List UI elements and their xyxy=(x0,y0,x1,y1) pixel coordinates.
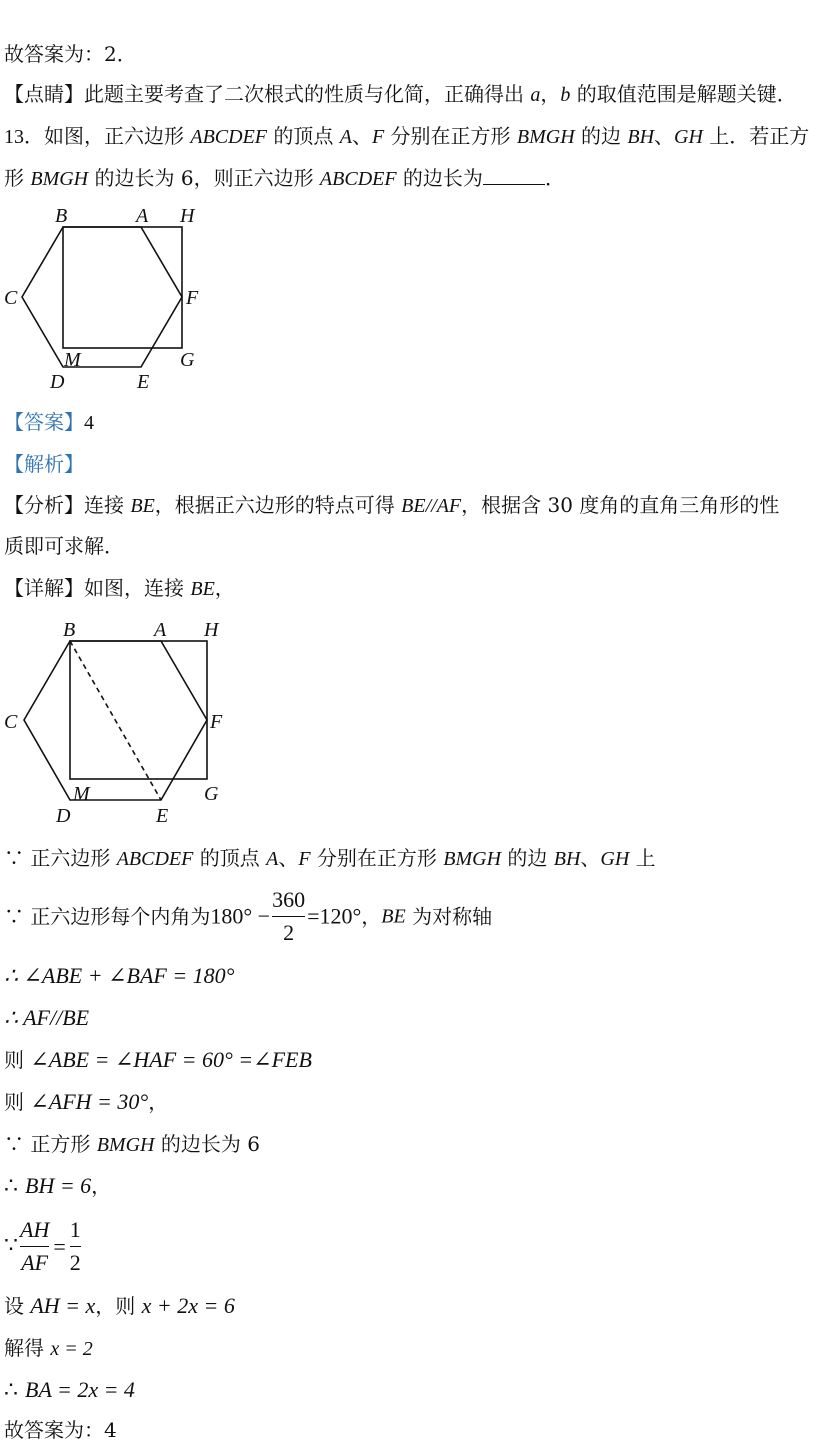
tag-answer: 【答案】 xyxy=(4,410,84,434)
text: 的顶点 xyxy=(193,846,267,870)
text: 、 xyxy=(351,124,372,148)
square-name: BMGH xyxy=(96,1134,155,1156)
step-10 xyxy=(4,1294,235,1318)
label-a: A xyxy=(136,205,149,227)
text: 分别在正方形 xyxy=(310,846,444,870)
tag-dianjing: 【点睛】 xyxy=(4,82,84,106)
var-b: b xyxy=(560,84,571,106)
text: 则 xyxy=(4,1048,31,1072)
formula-angle-30: ∠AFH = 30° xyxy=(30,1089,149,1114)
label-d: D xyxy=(56,805,71,827)
text: 质即可求解． xyxy=(4,534,124,558)
label-e: E xyxy=(156,805,169,827)
label-d: D xyxy=(50,371,65,393)
fraction-360-over-2 xyxy=(272,886,305,947)
square-name: BMGH xyxy=(443,848,502,870)
answer-value: 4 xyxy=(84,412,94,434)
figure-hexagon-square-1 xyxy=(0,200,220,400)
text: ， xyxy=(214,576,235,600)
step-8 xyxy=(4,1174,111,1199)
formula-angle-sum: ∴ ∠ABE + ∠BAF = 180° xyxy=(4,963,235,988)
fraction-1-over-2 xyxy=(70,1216,81,1277)
text: 如图，连接 xyxy=(84,576,191,600)
text: ， xyxy=(148,1090,169,1114)
text: ∵ 正六边形每个内角为 xyxy=(4,904,211,929)
label-e: E xyxy=(137,371,150,393)
formula-120: =120° xyxy=(307,903,362,929)
text: 的边 xyxy=(574,124,628,148)
tag-analysis: 【解析】 xyxy=(4,452,84,476)
fraction-denominator: 2 xyxy=(283,920,295,945)
therefore-symbol: ∴ xyxy=(4,1174,25,1199)
label-c: C xyxy=(4,711,18,733)
fraction-denominator: AF xyxy=(21,1250,49,1275)
var-a: a xyxy=(530,84,541,106)
label-a: A xyxy=(154,619,167,641)
label-m: M xyxy=(64,349,81,371)
step-11 xyxy=(4,1336,93,1361)
label-b: B xyxy=(55,205,68,227)
segment-be: BE xyxy=(190,578,215,600)
hexagon-shape xyxy=(22,227,182,367)
fraction-bar xyxy=(70,1246,81,1247)
text: 此题主要考查了二次根式的性质与化简，正确得出 xyxy=(84,82,531,106)
label-g: G xyxy=(180,349,195,371)
label-f: F xyxy=(186,287,199,309)
step-12 xyxy=(4,1378,135,1403)
fraction-ah-over-af xyxy=(20,1216,49,1277)
text: 解得 xyxy=(4,1336,51,1360)
square-shape xyxy=(70,641,207,779)
final-answer: 故答案为：4 xyxy=(4,1418,117,1442)
question-line-1 xyxy=(4,124,809,149)
text: ，则 xyxy=(95,1294,142,1318)
label-m: M xyxy=(73,783,90,805)
answer-blank xyxy=(483,166,545,185)
label-g: G xyxy=(204,783,219,805)
label-h: H xyxy=(204,619,219,641)
label-f: F xyxy=(210,711,223,733)
text: ， xyxy=(361,904,382,929)
text: 形 xyxy=(4,166,31,190)
text: 的边长为 6，则正六边形 xyxy=(88,166,320,190)
step-5 xyxy=(4,1048,312,1072)
line-jiexi xyxy=(4,452,84,476)
label-c: C xyxy=(4,287,18,309)
because-symbol: ∵ xyxy=(4,1233,18,1259)
text-answer-prev: 故答案为：2． xyxy=(4,42,137,66)
step-2 xyxy=(4,886,492,947)
question-line-2 xyxy=(4,166,565,191)
formula-angles-60: ∠ABE = ∠HAF = 60° =∠FEB xyxy=(30,1047,312,1072)
line-fenxi-1 xyxy=(4,493,779,518)
step-13 xyxy=(4,1418,117,1442)
side-gh: GH xyxy=(674,126,703,148)
text: 如图，正六边形 xyxy=(44,124,191,148)
text: ，根据含 30 度角的直角三角形的性 xyxy=(461,493,780,517)
text: 的边长为 6 xyxy=(154,1132,260,1156)
side-gh: GH xyxy=(600,848,630,870)
line-answer xyxy=(4,410,94,435)
step-7 xyxy=(4,1132,260,1157)
formula-ah-x: AH = x xyxy=(30,1293,96,1318)
text: ， xyxy=(540,82,561,106)
step-9 xyxy=(4,1216,83,1277)
formula-parallel: ∴ AF//BE xyxy=(4,1005,90,1030)
label-h: H xyxy=(180,205,195,227)
text: 的边长为 xyxy=(396,166,483,190)
line-fenxi-2 xyxy=(4,534,124,558)
formula-180: 180° − xyxy=(210,903,271,929)
question-number: 13． xyxy=(4,126,44,148)
text: ，根据正六边形的特点可得 xyxy=(154,493,402,517)
point-f: F xyxy=(371,126,385,148)
text: ． xyxy=(544,166,565,190)
figure-hexagon-square-2 xyxy=(0,610,240,830)
text: 上．若正方 xyxy=(702,124,810,148)
step-4 xyxy=(4,1006,89,1031)
equals-sign: = xyxy=(53,1233,66,1259)
step-1 xyxy=(4,846,656,871)
fraction-bar xyxy=(20,1246,49,1247)
tag-fenxi: 【分析】 xyxy=(4,493,84,517)
text: 上 xyxy=(629,846,656,870)
fraction-numerator: 360 xyxy=(272,887,306,912)
text: ∵ 正六边形 xyxy=(4,846,117,870)
hexagon-name: ABCDEF xyxy=(190,126,268,148)
square-name: BMGH xyxy=(30,168,89,190)
text: 的取值范围是解题关键． xyxy=(570,82,797,106)
step-3 xyxy=(4,964,234,989)
text: 则 xyxy=(4,1090,31,1114)
fraction-numerator: AH xyxy=(20,1217,50,1242)
parallel-be-af: BE//AF xyxy=(401,495,462,517)
fraction-numerator: 1 xyxy=(69,1217,81,1242)
text: 、 xyxy=(278,846,299,870)
text: 、 xyxy=(654,124,675,148)
label-b: B xyxy=(63,619,76,641)
point-f: F xyxy=(298,848,311,870)
hexagon-name: ABCDEF xyxy=(319,168,397,190)
text: ∵ 正方形 xyxy=(4,1132,97,1156)
step-6 xyxy=(4,1090,168,1114)
text: 分别在正方形 xyxy=(384,124,517,148)
segment-be: BE xyxy=(381,905,406,928)
line-xiangjie xyxy=(4,576,235,601)
text: 连接 xyxy=(84,493,131,517)
text: 、 xyxy=(580,846,601,870)
square-shape xyxy=(63,227,182,348)
side-bh: BH xyxy=(553,848,581,870)
point-a: A xyxy=(339,126,352,148)
text: 的边 xyxy=(501,846,554,870)
fraction-bar xyxy=(272,916,305,917)
text: ， xyxy=(91,1174,112,1198)
formula-x-2: x = 2 xyxy=(50,1338,93,1360)
fraction-denominator: 2 xyxy=(69,1250,81,1275)
line-answer-prev xyxy=(4,42,137,66)
formula-bh-6: BH = 6 xyxy=(25,1173,92,1198)
dashed-line-be xyxy=(70,641,161,800)
text: 的顶点 xyxy=(267,124,340,148)
point-a: A xyxy=(266,848,279,870)
therefore-symbol: ∴ xyxy=(4,1378,25,1403)
tag-xiangjie: 【详解】 xyxy=(4,576,84,600)
segment-be: BE xyxy=(130,495,155,517)
line-dianjing xyxy=(4,82,797,107)
square-name: BMGH xyxy=(516,126,575,148)
text: 为对称轴 xyxy=(405,904,493,929)
formula-ba-4: BA = 2x = 4 xyxy=(25,1377,135,1402)
text: 设 xyxy=(4,1294,31,1318)
side-bh: BH xyxy=(627,126,655,148)
hexagon-name: ABCDEF xyxy=(116,848,194,870)
formula-equation: x + 2x = 6 xyxy=(141,1293,235,1318)
